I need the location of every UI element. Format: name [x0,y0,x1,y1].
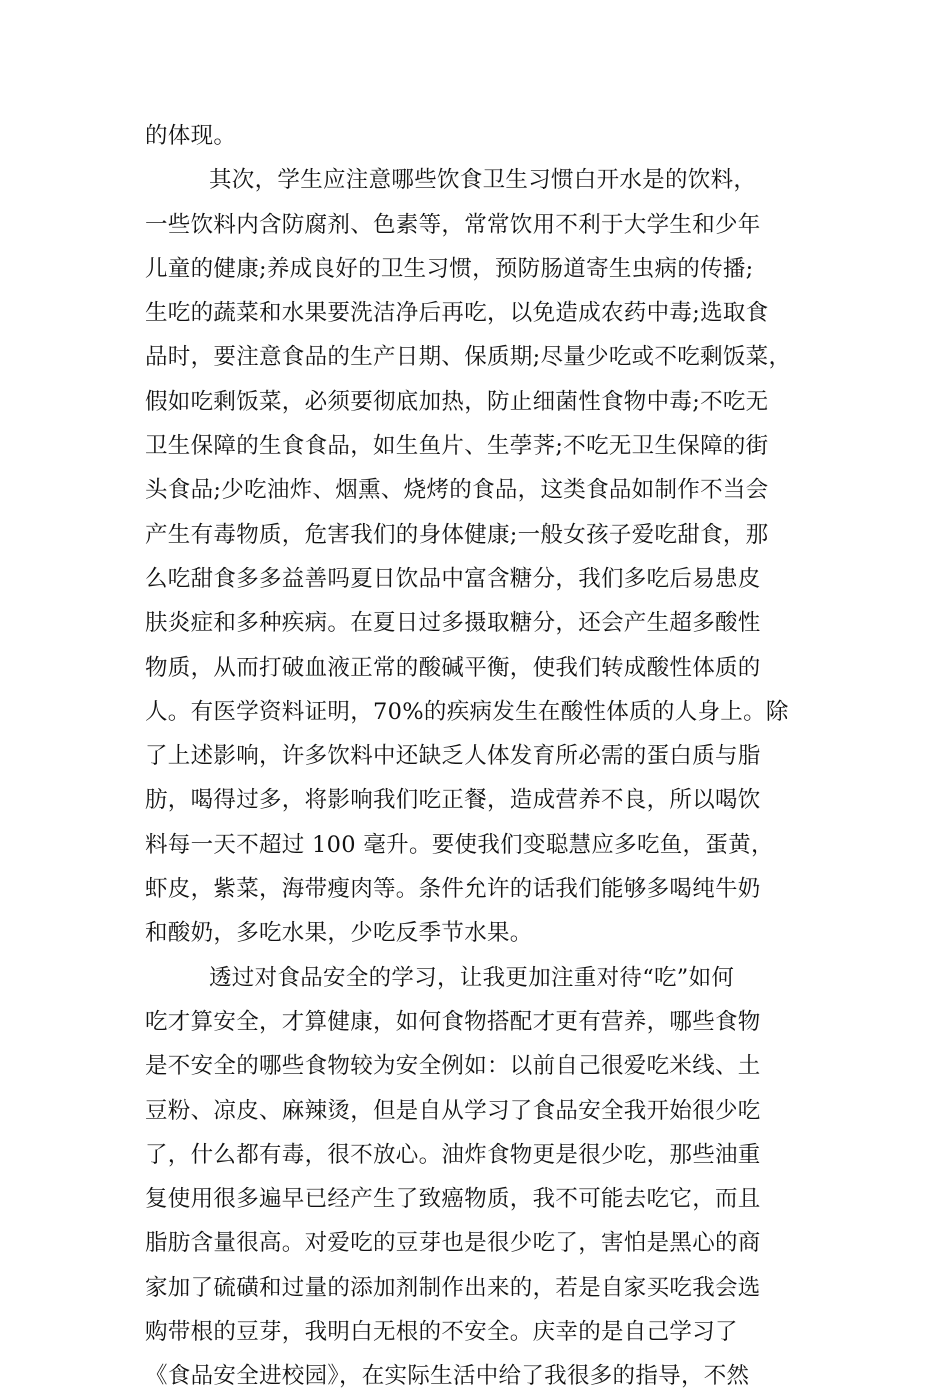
text-line: 购带根的豆芽，我明白无根的不安全。庆幸的是自己学习了 [145,1319,738,1346]
text-line: 了上述影响，许多饮料中还缺乏人体发育所必需的蛋白质与脂 [145,743,761,770]
text-line: 复使用很多遍早已经产生了致癌物质，我不可能去吃它，而且 [145,1186,761,1213]
text-line: 么吃甜食多多益善吗夏日饮品中富含糖分，我们多吃后易患皮 [145,565,761,592]
text-line: 假如吃剩饭菜，必须要彻底加热，防止细菌性食物中毒;不吃无 [145,388,769,415]
text-line: 脂肪含量很高。对爱吃的豆芽也是很少吃了，害怕是黑心的商 [145,1230,761,1257]
text-line: 生吃的蔬菜和水果要洗洁净后再吃，以免造成农药中毒;选取食 [145,300,769,327]
text-line: 一些饮料内含防腐剂、色素等，常常饮用不利于大学生和少年 [145,211,761,238]
text-line: 品时，要注意食品的生产日期、保质期;尽量少吃或不吃剩饭菜， [145,344,792,371]
text-line: 肪，喝得过多，将影响我们吃正餐，造成营养不良，所以喝饮 [145,787,761,814]
text-line: 豆粉、凉皮、麻辣烫，但是自从学习了食品安全我开始很少吃 [145,1097,761,1124]
text-line: 《食品安全进校园》，在实际生活中给了我很多的指导，不然 [145,1363,750,1390]
text-line: 家加了硫磺和过量的添加剂制作出来的，若是自家买吃我会选 [145,1274,761,1301]
text-line: 吃才算安全，才算健康，如何食物搭配才更有营养，哪些食物 [145,1008,761,1035]
text-line: 是不安全的哪些食物较为安全例如：以前自己很爱吃米线、土 [145,1053,761,1080]
text-line: 肤炎症和多种疾病。在夏日过多摄取糖分，还会产生超多酸性 [145,610,761,637]
paragraph-first-line: 其次，学生应注意哪些饮食卫生习惯白开水是的饮料， [209,167,757,194]
document-body-text [145,114,810,1399]
text-line: 料每一天不超过 100 毫升。要使我们变聪慧应多吃鱼，蛋黄， [145,831,774,858]
text-line: 卫生保障的生食食品，如生鱼片、生荸荠;不吃无卫生保障的街 [145,433,769,460]
text-line: 儿童的健康;养成良好的卫生习惯，预防肠道寄生虫病的传播; [145,255,754,282]
text-line: 了，什么都有毒，很不放心。油炸食物更是很少吃，那些油重 [145,1141,761,1168]
text-line: 头食品;少吃油炸、烟熏、烧烤的食品，这类食品如制作不当会 [145,477,769,504]
text-line: 产生有毒物质，危害我们的身体健康;一般女孩子爱吃甜食，那 [145,521,769,548]
text-line: 的体现。 [145,123,237,149]
text-line: 物质，从而打破血液正常的酸碱平衡，使我们转成酸性体质的 [145,654,761,681]
text-line: 人。有医学资料证明，70%的疾病发生在酸性体质的人身上。除 [145,698,789,725]
text-line: 和酸奶，多吃水果，少吃反季节水果。 [145,920,533,947]
text-line: 虾皮，紫菜，海带瘦肉等。条件允许的话我们能够多喝纯牛奶 [145,876,761,903]
paragraph-first-line: 透过对食品安全的学习，让我更加注重对待“吃”如何 [209,964,735,991]
